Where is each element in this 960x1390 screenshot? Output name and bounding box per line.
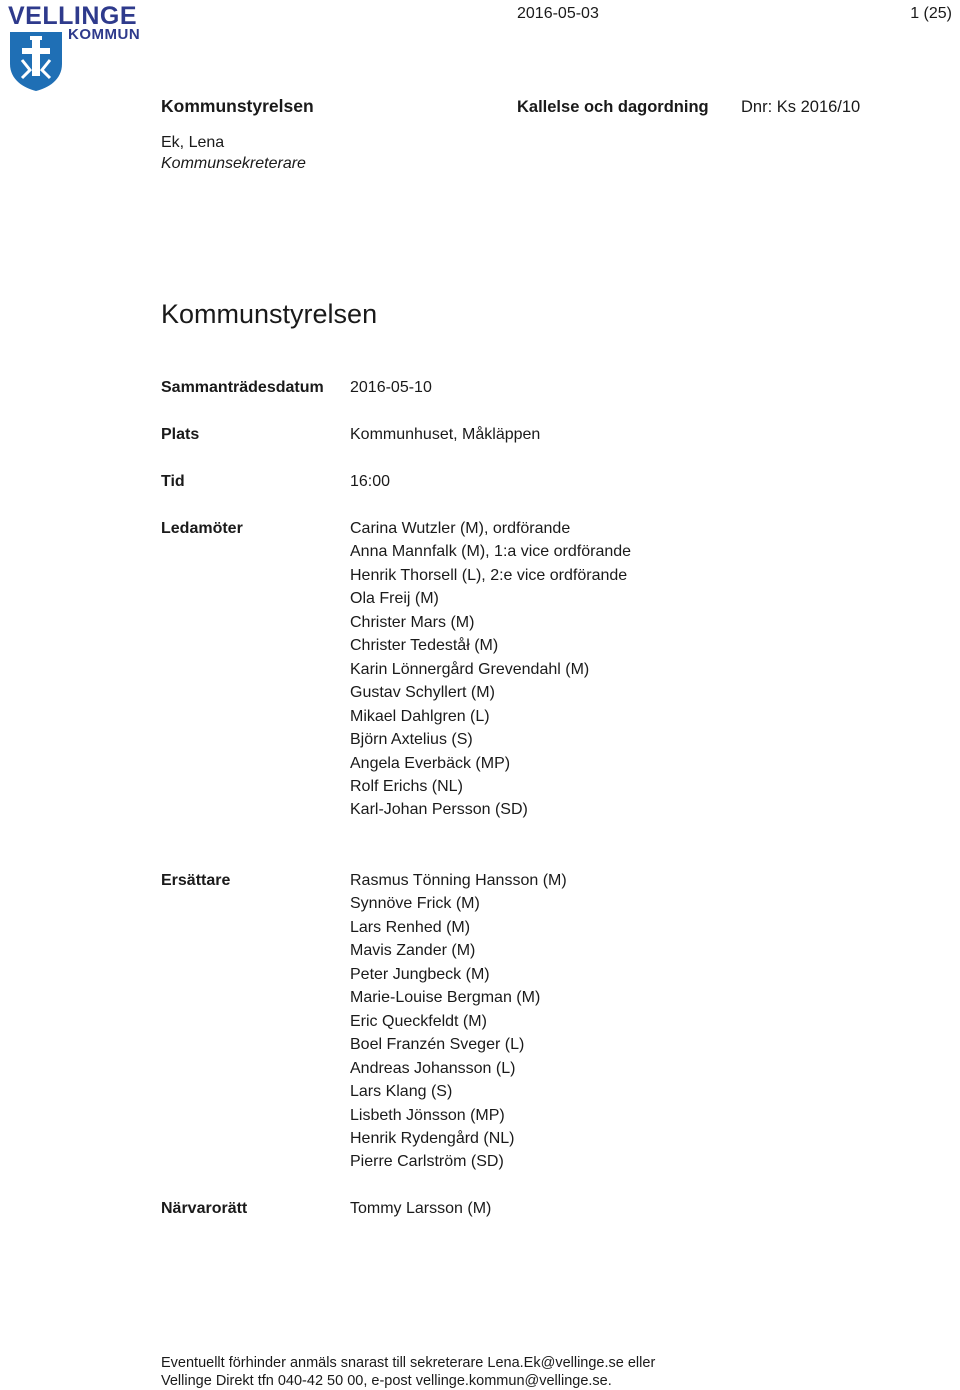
substitute-item: Eric Queckfeldt (M): [350, 1012, 487, 1030]
presence-right-label: Närvarorätt: [161, 1200, 248, 1217]
page-number: 1 (25): [910, 5, 952, 22]
member-item: Christer Tedeståł (M): [350, 637, 499, 655]
meeting-date-value: 2016-05-10: [350, 379, 432, 396]
substitute-item: Pierre Carlström (SD): [350, 1153, 504, 1171]
member-item: Christer Mars (M): [350, 613, 475, 631]
substitute-item: Andreas Johansson (L): [350, 1059, 516, 1077]
footer-line: Eventuellt förhinder anmäls snarast till sekreterare Lena.Ek@vellinge.se eller: [161, 1355, 656, 1371]
member-item: Karl-Johan Persson (SD): [350, 801, 528, 819]
page-title: Kommunstyrelsen: [161, 299, 378, 329]
presence-right-value: Tommy Larsson (M): [350, 1200, 492, 1217]
substitutes-list: [350, 869, 567, 1174]
footer-note: [161, 1354, 655, 1390]
sender-role: Kommunsekreterare: [161, 155, 306, 172]
member-item: Mikael Dahlgren (L): [350, 707, 490, 725]
substitute-item: Peter Jungbeck (M): [350, 965, 490, 983]
substitute-item: Lars Renhed (M): [350, 918, 471, 936]
substitute-item: Synnöve Frick (M): [350, 895, 480, 913]
substitute-item: Mavis Zander (M): [350, 942, 476, 960]
document-date: 2016-05-03: [517, 5, 599, 22]
organization-name: Kommunstyrelsen: [161, 96, 314, 116]
member-item: Angela Everbäck (MP): [350, 754, 511, 772]
document-type: Kallelse och dagordning: [517, 98, 709, 116]
coat-of-arms-icon: [8, 30, 64, 92]
substitute-item: Rasmus Tönning Hansson (M): [350, 872, 567, 889]
vellinge-logo: [6, 2, 158, 94]
time-value: 16:00: [350, 473, 391, 490]
members-list: [350, 517, 631, 822]
place-value: Kommunhuset, Måkläppen: [350, 426, 541, 443]
logo-subtitle: KOMMUN: [68, 26, 141, 43]
substitute-item: Boel Franzén Sveger (L): [350, 1036, 525, 1054]
sender-name: Ek, Lena: [161, 134, 225, 151]
member-item: Anna Mannfalk (M), 1:a vice ordförande: [350, 543, 632, 561]
registration-number: Dnr: Ks 2016/10: [741, 98, 861, 116]
members-label: Ledamöter: [161, 520, 243, 537]
place-label: Plats: [161, 426, 200, 443]
member-item: Carina Wutzler (M), ordförande: [350, 520, 571, 537]
member-item: Rolf Erichs (NL): [350, 777, 463, 795]
member-item: Gustav Schyllert (M): [350, 684, 495, 702]
member-item: Karin Lönnergård Grevendahl (M): [350, 660, 590, 678]
substitute-item: Marie-Louise Bergman (M): [350, 989, 541, 1007]
footer-line: Vellinge Direkt tfn 040-42 50 00, e-post vellinge.kommun@vellinge.se.: [161, 1373, 612, 1389]
member-item: Björn Axtelius (S): [350, 731, 473, 749]
substitute-item: Lisbeth Jönsson (MP): [350, 1106, 505, 1124]
substitute-item: Lars Klang (S): [350, 1083, 453, 1101]
time-label: Tid: [161, 473, 185, 490]
logo-wordmark: VELLINGE: [8, 2, 138, 30]
member-item: Ola Freij (M): [350, 590, 439, 608]
meeting-date-label: Sammanträdesdatum: [161, 379, 324, 396]
member-item: Henrik Thorsell (L), 2:e vice ordförande: [350, 566, 628, 584]
substitutes-label: Ersättare: [161, 872, 231, 889]
substitute-item: Henrik Rydengård (NL): [350, 1129, 515, 1147]
